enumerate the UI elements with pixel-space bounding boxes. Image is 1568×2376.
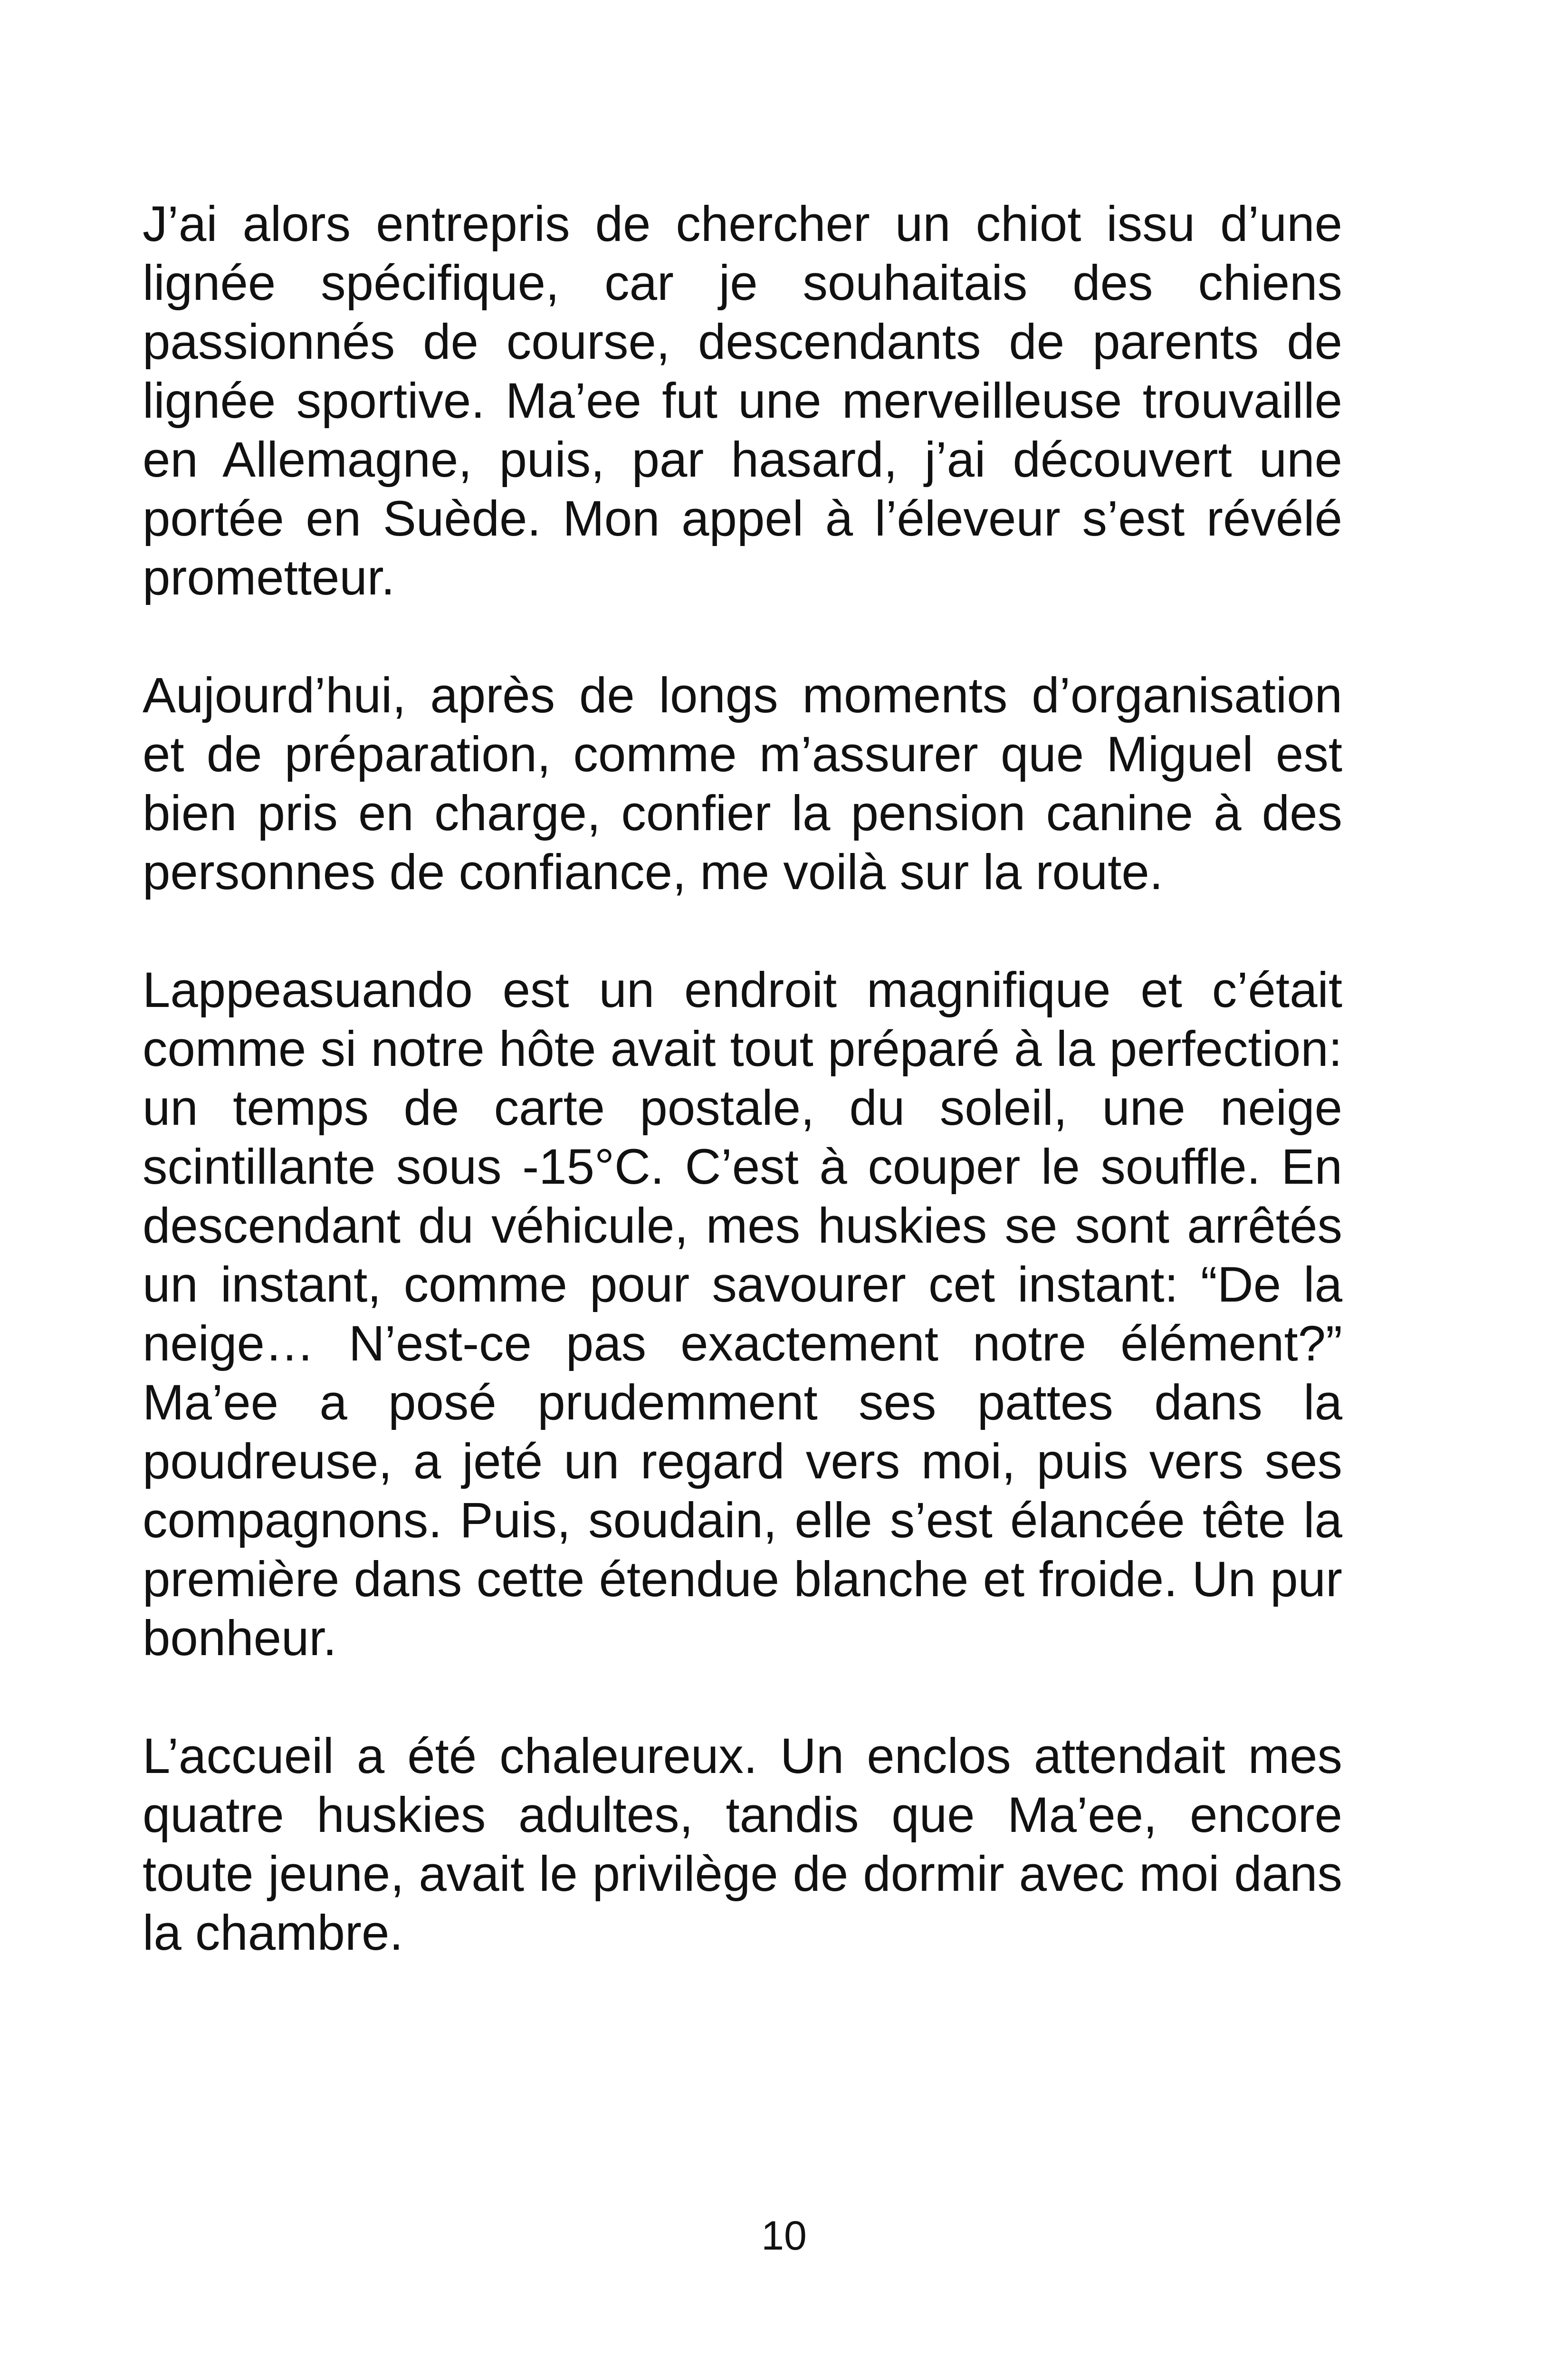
paragraph-4: L’accueil a été chaleureux. Un enclos attendait mes quatre huskies adultes, tandis que Ma’ee, encore toute jeune, avait le privilège de dormir avec moi dans la chambre.: [143, 1728, 1342, 1961]
body-text: [143, 195, 1342, 1963]
paragraph-1: J’ai alors entrepris de chercher un chiot issu d’une lignée spécifique, car je souhaitais des chiens passionnés de course, descendants de parents de lignée sportive. Ma’ee fut une merveilleuse trouvaille en Allemagne, puis, par hasard, j’ai découvert une portée en Suède. Mon appel à l’éleveur s’est révélé prometteur.: [143, 196, 1342, 605]
paragraph-3: Lappeasuando est un endroit magnifique et c’était comme si notre hôte avait tout préparé à la perfection: un temps de carte postale, du soleil, une neige scintillante sous -15°C. C’est à couper le souffle. En descendant du véhicule, mes huskies se sont arrêtés un instant, comme pour savourer cet instant: “De la neige… N’est-ce pas exactement notre élément?” Ma’ee a posé prudemment ses pattes dans la poudreuse, a jeté un regard vers moi, puis vers ses compagnons. Puis, soudain, elle s’est élancée tête la première dans cette étendue blanche et froide. Un pur bonheur.: [143, 962, 1342, 1666]
page-number: 10: [761, 2213, 807, 2259]
paragraph-2: Aujourd’hui, après de longs moments d’organisation et de préparation, comme m’assurer que Miguel est bien pris en charge, confier la pension canine à des personnes de confiance, me voilà sur la route.: [143, 668, 1342, 900]
